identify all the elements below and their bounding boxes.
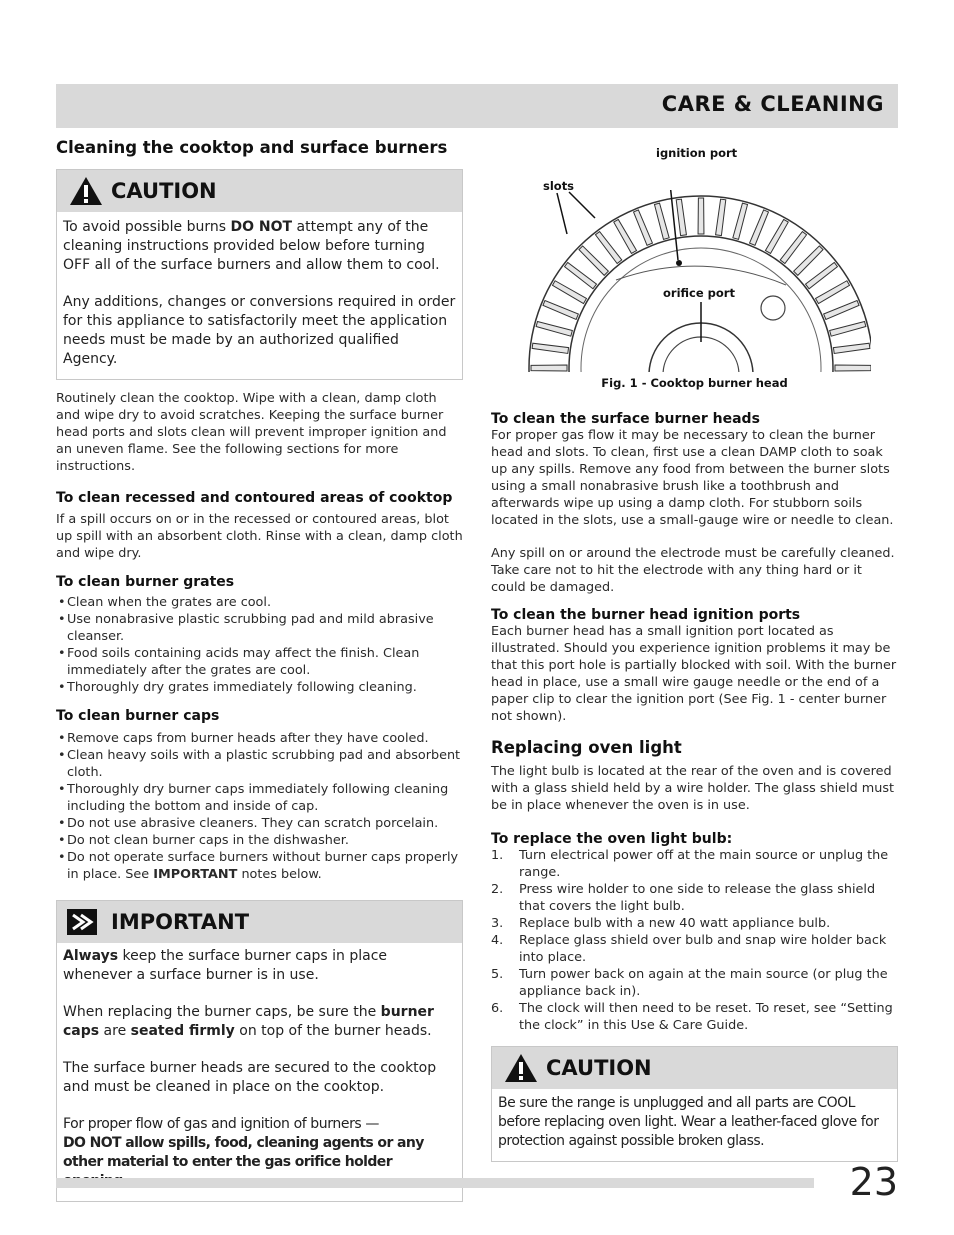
step-item: 6. The clock will then need to be reset. To reset, see “Setting the clock” in this Use & Care Guide. — [491, 1001, 893, 1033]
important-text-4: For proper flow of gas and ignition of burners — — [63, 1116, 379, 1132]
label-slots: slots — [543, 179, 575, 193]
label-orifice-port: orifice port — [663, 286, 735, 300]
step-item: 4. Replace glass shield over bulb and snap wire holder back into place. — [491, 933, 887, 965]
grates-list — [56, 594, 463, 696]
caution-body — [57, 212, 462, 379]
burner-slot — [698, 198, 704, 234]
important-text-1: Always keep the surface burner caps in place whenever a surface burner is in use. — [63, 948, 388, 983]
right-column — [491, 138, 898, 1162]
caution-title: CAUTION — [111, 179, 217, 203]
burner-slot — [531, 365, 567, 371]
left-column — [56, 138, 463, 1202]
heads-text-2: Any spill on or around the electrode must be carefully cleaned. Take care not to hit the electrode with any thing hard or it could be damaged. — [491, 546, 895, 595]
caps-title: To clean burner caps — [56, 708, 220, 724]
caution-text-oven: Be sure the range is unplugged and all parts are COOL before replacing oven light. Wear a leather-faced glove for protection against possible broken glass. — [498, 1095, 879, 1149]
important-text-2: When replacing the burner caps, be sure the burner caps are seated firmly on top of the burner heads. — [63, 1004, 434, 1039]
header-bar — [56, 84, 898, 128]
oven-light-text: The light bulb is located at the rear of the oven and is covered with a glass shield held by a wire holder. The glass shield must be in place whenever the oven is in use. — [491, 764, 895, 813]
caution-text-1: To avoid possible burns DO NOT attempt any of the cleaning instructions provided below before turning OFF all of the surface burners and allow them to cool. — [63, 219, 440, 273]
warning-triangle-icon — [69, 176, 103, 206]
list-item: • Do not use abrasive cleaners. They can scratch porcelain. — [56, 815, 463, 832]
caution-box — [56, 169, 463, 380]
list-item: • Thoroughly dry burner caps immediately following cleaning including the bottom and inside of cap. — [56, 781, 463, 815]
step-item: 1. Turn electrical power off at the main source or unplug the range. — [491, 848, 889, 880]
caution-text-2: Any additions, changes or conversions required in order for this appliance to satisfactorily meet the application needs must be made by an authorized qualified Agency. — [63, 294, 456, 367]
caps-list — [56, 730, 463, 883]
important-text-3: The surface burner heads are secured to the cooktop and must be cleaned in place on the cooktop. — [63, 1060, 437, 1095]
grates-title: To clean burner grates — [56, 574, 235, 590]
burner-head-illustration — [521, 190, 871, 374]
recessed-title: To clean recessed and contoured areas of cooktop — [56, 490, 453, 506]
label-ignition-port: ignition port — [656, 146, 738, 160]
arrow-right-icon — [67, 909, 97, 935]
steps-title: To replace the oven light bulb: — [491, 831, 733, 847]
important-body — [57, 943, 462, 1201]
list-item: • Clean heavy soils with a plastic scrubbing pad and absorbent cloth. — [56, 747, 463, 781]
list-item: • Food soils containing acids may affect the finish. Clean immediately after the grates are cool. — [56, 645, 463, 679]
step-item: 3. Replace bulb with a new 40 watt appliance bulb. — [491, 916, 831, 931]
caution-header-oven — [492, 1047, 897, 1089]
steps-list — [491, 847, 898, 1034]
list-item: • Use nonabrasive plastic scrubbing pad and mild abrasive cleanser. — [56, 611, 463, 645]
caution-body-oven — [492, 1089, 897, 1161]
page-number: 23 — [849, 1160, 898, 1204]
heads-title: To clean the surface burner heads — [491, 411, 760, 427]
caution-title-oven: CAUTION — [546, 1056, 652, 1080]
caution-box-oven — [491, 1046, 898, 1162]
caution-header — [57, 170, 462, 212]
oven-light-title: Replacing oven light — [491, 738, 682, 757]
step-item: 2. Press wire holder to one side to release the glass shield that covers the light bulb. — [491, 882, 876, 914]
figure-caption: Fig. 1 - Cooktop burner head — [601, 376, 788, 390]
list-item: • Remove caps from burner heads after they have cooled. — [56, 730, 463, 747]
footer-bar — [56, 1178, 814, 1188]
important-box — [56, 900, 463, 1202]
list-item: • Do not clean burner caps in the dishwasher. — [56, 832, 463, 849]
list-item: • Clean when the grates are cool. — [56, 594, 463, 611]
burner-figure — [491, 138, 898, 390]
important-header — [57, 901, 462, 943]
section-title: Cleaning the cooktop and surface burners — [56, 138, 448, 157]
important-warning: DO NOT allow spills, food, cleaning agents or any other material to enter the gas orifice holder — [63, 1135, 424, 1170]
recessed-text: If a spill occurs on or in the recessed or contoured areas, blot up spill with an absorbent cloth. Rinse with a clean, damp cloth and wipe dry. — [56, 512, 463, 561]
page-title: CARE & CLEANING — [661, 92, 884, 116]
heads-text-1: For proper gas flow it may be necessary to clean the burner head and slots. To clean, first use a clean DAMP cloth to soak up any spills. Remove any food from between the burner slots using a small nonabrasive brush like a toothbrush and afterwards wipe up using a damp cloth. For stubborn soils located in the slots, use a small-gauge wire or needle to clean. — [491, 428, 894, 528]
ports-text: Each burner head has a small ignition port located as illustrated. Should you experience ignition problems it may be that this port hole is partially blocked with soil. With the burner head in place, use a small wire gauge needle or the end of a paper clip to clear the ignition port (See Fig. 1 - center burner not shown). — [491, 624, 897, 724]
list-item: • Do not operate surface burners without burner caps properly in place. See IMPORTANT notes below. — [56, 849, 463, 883]
list-item: • Thoroughly dry grates immediately following cleaning. — [56, 679, 463, 696]
ports-title: To clean the burner head ignition ports — [491, 607, 801, 623]
important-title: IMPORTANT — [111, 910, 250, 934]
intro-paragraph: Routinely clean the cooktop. Wipe with a clean, damp cloth and wipe dry to avoid scratches. Keeping the surface burner head ports and slots clean will prevent improper ignition and an uneven flame. See the following sections for more instructions. — [56, 391, 447, 474]
warning-triangle-icon — [504, 1053, 538, 1083]
burner-slot — [835, 365, 871, 371]
step-item: 5. Turn power back on again at the main source (or plug the appliance back in). — [491, 967, 888, 999]
